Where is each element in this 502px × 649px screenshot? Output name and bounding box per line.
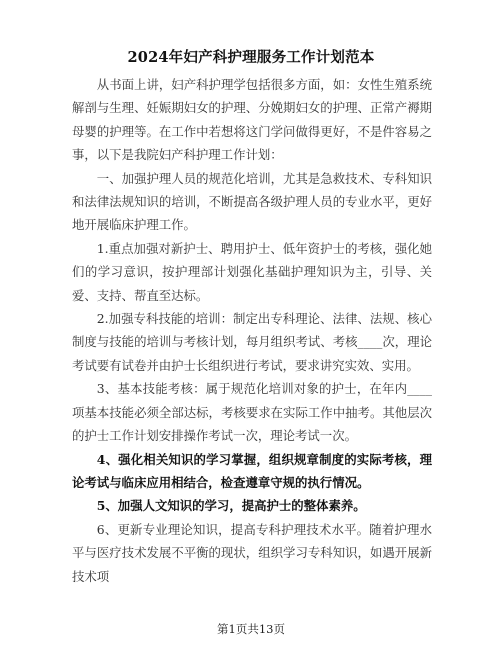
paragraph-item-5: 5、加强人文知识的学习，提高护士的整体素养。 (96, 498, 366, 514)
document-title: 2024年妇产科护理服务工作计划范本 (127, 49, 375, 66)
paragraph-item-4: 4、强化相关知识的学习掌握，组织规章制度的实际考核，理论考试与临床应用相结合，检查遵章守规的执行情况。 (72, 451, 432, 490)
paragraph-item-1: 1.重点加强对新护士、聘用护士、低年资护士的考核，强化她们的学习意识，按护理部计划强化基础护理知识为主，引导、关爱、支持、帮直至达标。 (72, 240, 432, 303)
document-body (72, 73, 432, 588)
paragraph-section-1: 一、加强护理人员的规范化培训，尤其是急救技术、专科知识和法律法规知识的培训，不断提高各级护理人员的专业水平，更好地开展临床护理工作。 (72, 170, 432, 233)
paragraph-item-3: 3、基本技能考核：属于规范化培训对象的护士，在年内____项基本技能必须全部达标，考核要求在实际工作中抽考。其他层次的护士工作计划安排操作考试一次，理论考试一次。 (72, 381, 432, 444)
paragraph-intro: 从书面上讲，妇产科护理学包括很多方面，如：女性生殖系统解剖与生理、妊娠期妇女的护理、分娩期妇女的护理、正常产褥期母婴的护理等。在工作中若想将这门学问做得更好，不是件容易之事，以下是我院妇产科护理工作计划： (72, 77, 432, 163)
page-number-footer: 第1页共13页 (217, 622, 285, 636)
paragraph-item-2: 2.加强专科技能的培训：制定出专科理论、法律、法规、核心制度与技能的培训与考核计划，每月组织考试、考核____次，理论考试要有试卷并由护士长组织进行考试，要求讲究实效、实用。 (72, 311, 432, 373)
paragraph-item-6: 6、更新专业理论知识，提高专科护理技术水平。随着护理水平与医疗技术发展不平衡的现状，组织学习专科知识，如遇开展新技术项 (72, 521, 432, 584)
